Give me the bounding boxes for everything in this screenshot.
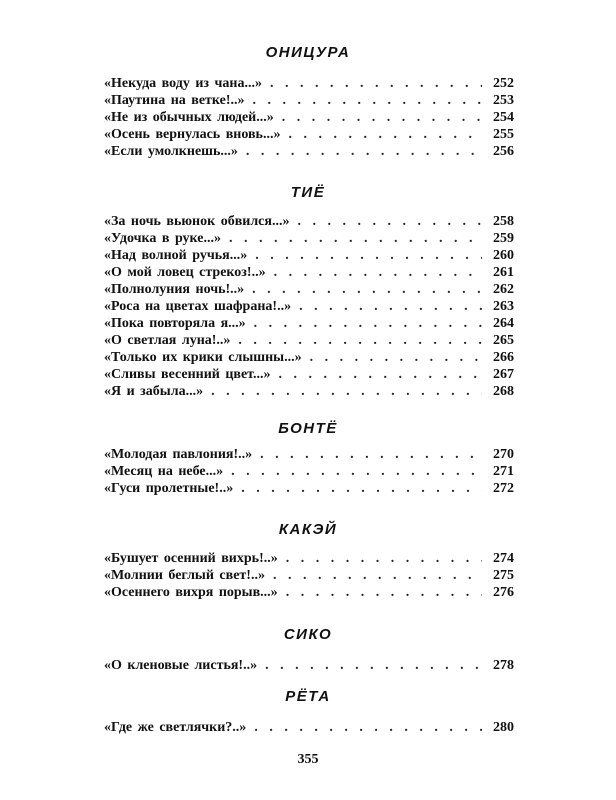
toc-entry: «О светлая луна!..» . . . 265 [104, 332, 514, 349]
toc-entry: «О мой ловец стрекоз!..» . . . 261 [104, 264, 514, 281]
toc-entry: «За ночь вьюнок обвился...» . . . 258 [104, 213, 514, 230]
page-number: 355 [297, 752, 319, 767]
toc-entry: «Только их крики слышны...» . . . 266 [104, 349, 514, 366]
toc-entry: «Гуси пролетные!..» . . . 272 [104, 480, 514, 497]
toc-entry: «Молодая павлония!..» . . . 270 [104, 446, 514, 463]
toc-entry: «Сливы весенний цвет...» . . . 267 [104, 366, 514, 383]
toc-entry: «Месяц на небе...» . . . 271 [104, 463, 514, 480]
toc-entry: «Осень вернулась вновь...» . . . 255 [104, 126, 514, 143]
section-title-kakei: КАКЭЙ [278, 521, 338, 538]
toc-entry: «Осеннего вихря порыв...» . . . 276 [104, 584, 514, 601]
toc-entry: «Бушует осенний вихрь!..» . . . 274 [104, 550, 514, 567]
toc-entry: «О кленовые листья!..» . . . 278 [104, 657, 514, 674]
toc-entry: «Пока повторяла я...» . . . 264 [104, 315, 514, 332]
toc-entry: «Паутина на ветке!..» . . . 253 [104, 92, 514, 109]
toc-entry: «Роса на цветах шафрана!..» . . . 263 [104, 298, 514, 315]
section-title-bontyo: БОНТЁ [278, 420, 338, 437]
toc-entry: «Молнии беглый свет!..» . . . 275 [104, 567, 514, 584]
toc-entry: «Полнолуния ночь!..» . . . 262 [104, 281, 514, 298]
toc-entry: «Над волной ручья...» . . . 260 [104, 247, 514, 264]
toc-entry: «Я и забыла...» . . . 268 [104, 383, 514, 400]
toc-entry: «Удочка в руке...» . . . 259 [104, 230, 514, 247]
section-title-onitsura: ОНИЦУРА [265, 44, 351, 61]
section-title-ryota: РЁТА [285, 688, 331, 705]
section-title-shiko: СИКО [283, 626, 333, 643]
toc-entry: «Некуда воду из чана...» . . . 252 [104, 75, 514, 92]
toc-entry: «Если умолкнешь...» . . . 256 [104, 143, 514, 160]
toc-entry: «Где же светлячки?..» . . . 280 [104, 719, 514, 736]
toc-entry: «Не из обычных людей...» . . . 254 [104, 109, 514, 126]
section-title-chiyo: ТИЁ [290, 184, 326, 201]
